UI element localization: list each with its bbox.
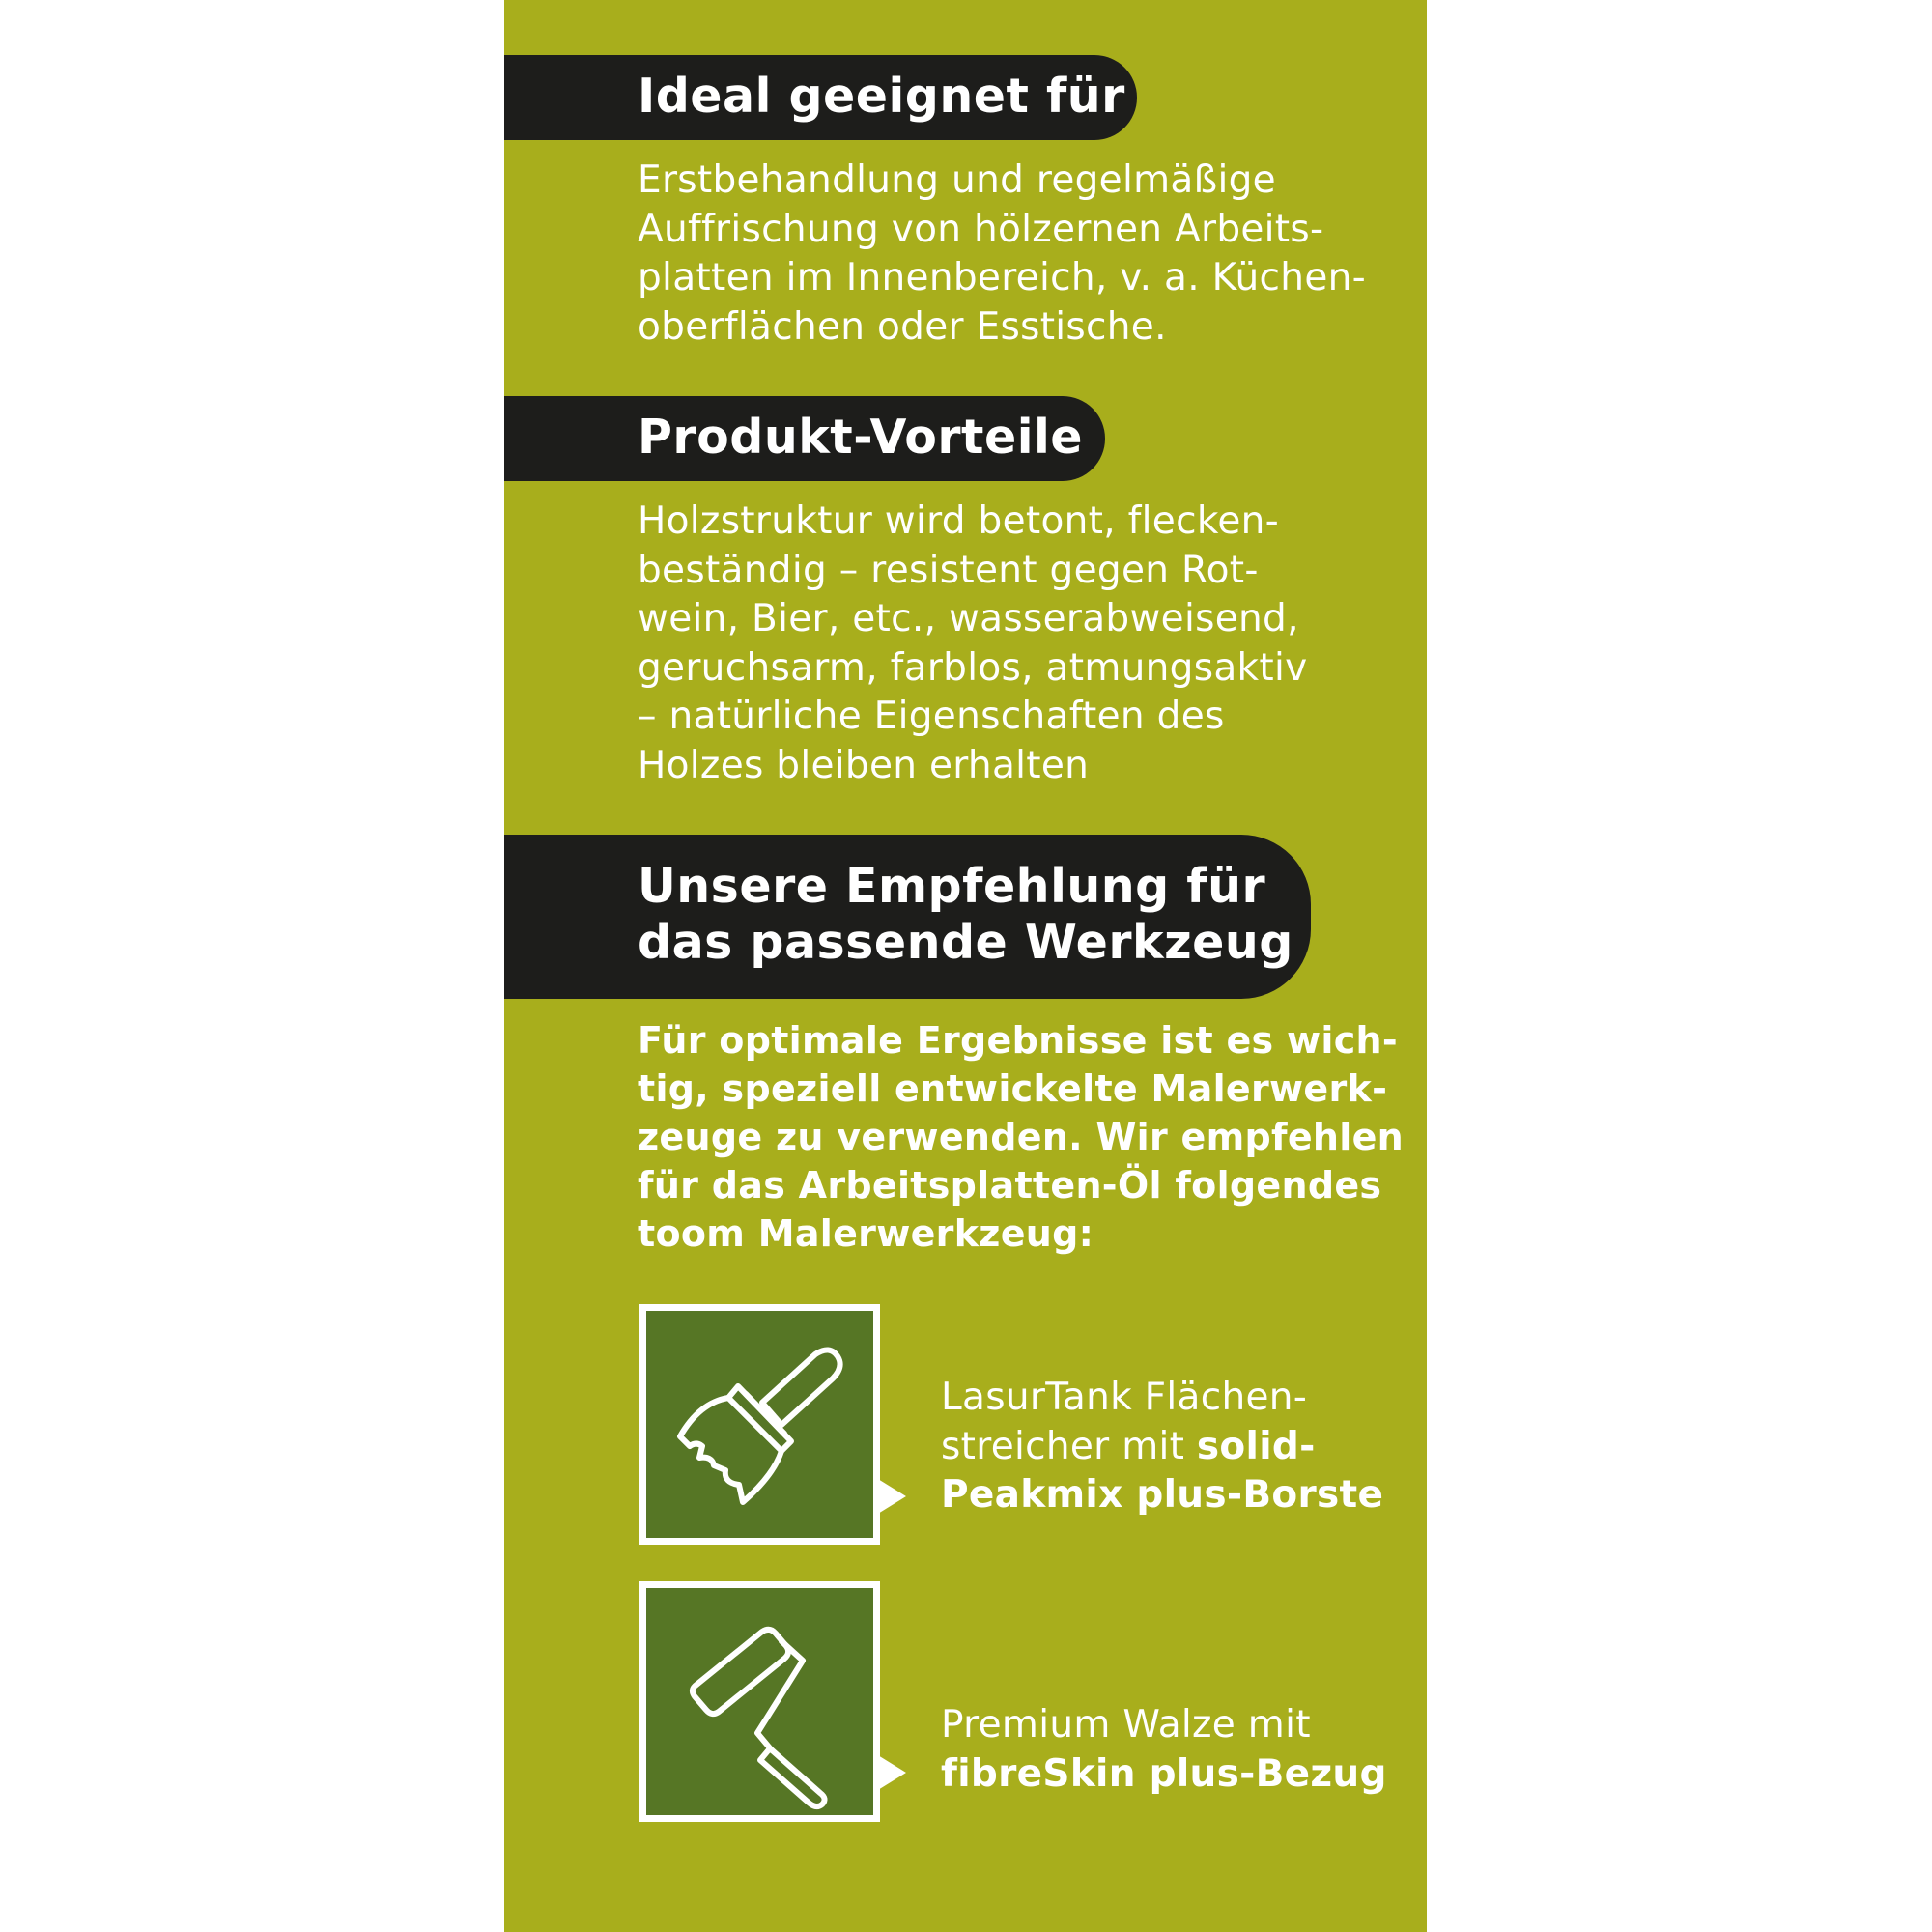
pointer-arrow [873,1752,906,1793]
tool-label-brush [941,1374,1405,1520]
section-heading-line: das passende Werkzeug [638,915,1293,970]
section-body-ideal: Erstbehandlung und regelmäßige Auffrischung von hölzernen Arbeits- platten im Innenbereich, v. a. Küchen- oberflächen oder Esstische. [638,158,1366,349]
section-body-empfehlung: Für optimale Ergebnisse ist es wich- tig, speziell entwickelte Malerwerk- zeuge zu verwenden. Wir empfehlen für das Arbeitsplatten-Öl folgendes toom Malerwerkzeug: [638,1019,1405,1255]
section-heading-text: Produkt-Vorteile [638,410,1084,465]
section-heading-text: Ideal geeignet für [638,69,1125,124]
tool-label-regular: Premium Walze mit [941,1703,1311,1747]
paint-roller-icon-graphic [646,1588,873,1815]
section-heading-empfehlung [504,835,1311,999]
tool-label-roller [941,1701,1405,1799]
paint-roller-icon [639,1581,880,1822]
paintbrush-icon-graphic [646,1311,873,1538]
pointer-arrow [873,1476,906,1517]
section-body-vorteile: Holzstruktur wird betont, flecken- beständig – resistent gegen Rot- wein, Bier, etc., wasserabweisend, geruchsarm, farblos, atmungsaktiv – natürliche Eigenschaften des Holzes bleiben erhalten [638,499,1308,787]
section-heading-vorteile [504,396,1105,481]
product-info-panel [504,0,1427,1932]
tool-label-bold: fibreSkin plus-Bezug [941,1751,1387,1796]
tool-label-regular: LasurTank Flächen- streicher mit [941,1376,1308,1468]
section-heading-ideal [504,55,1137,140]
section-heading-line: Unsere Empfehlung für [638,859,1266,914]
tool-label-bold: solid- Peakmix plus-Borste [941,1424,1384,1517]
paintbrush-icon [639,1304,880,1545]
